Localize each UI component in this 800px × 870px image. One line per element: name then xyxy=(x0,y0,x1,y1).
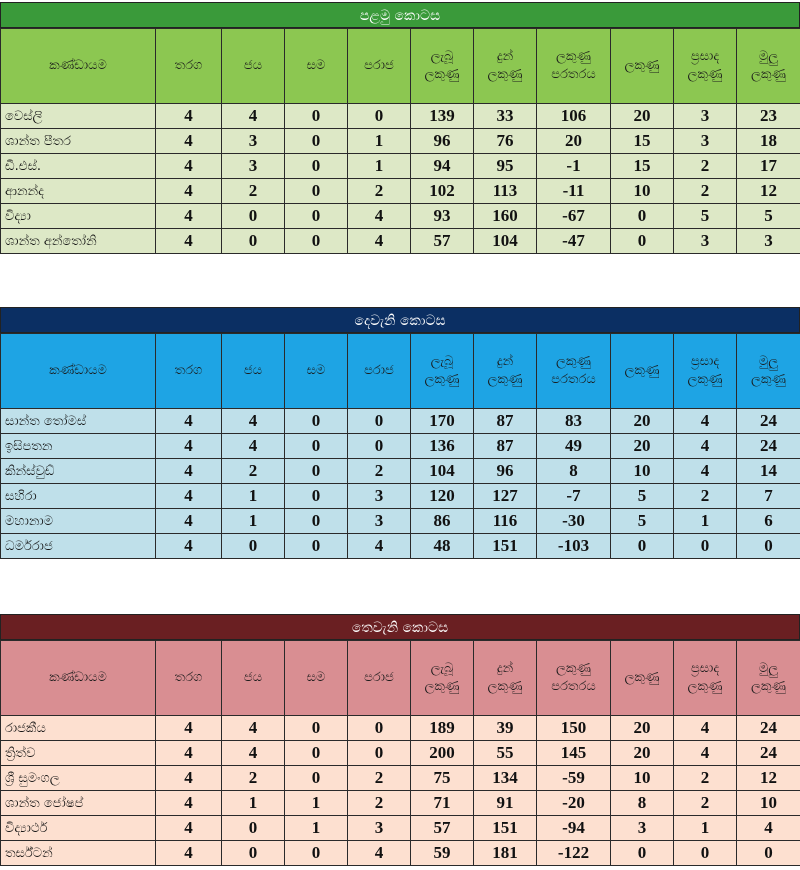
table-row xyxy=(1,484,800,509)
stat-cell: 20 xyxy=(611,104,674,129)
stat-cell: 10 xyxy=(737,791,800,816)
stat-cell: 24 xyxy=(737,434,800,459)
stat-cell: 4 xyxy=(156,534,222,559)
stat-cell: 0 xyxy=(285,154,348,179)
group-title: තෙවැනි කොටස xyxy=(0,614,800,640)
column-header: ජය xyxy=(222,29,285,104)
column-header: ලකුණු පරතරය xyxy=(537,641,611,716)
stat-cell: 127 xyxy=(474,484,537,509)
column-header: පරාජ xyxy=(348,641,411,716)
stat-cell: 1 xyxy=(285,791,348,816)
column-header: මුලු ලකුණු xyxy=(737,29,800,104)
stat-cell: 2 xyxy=(348,459,411,484)
stat-cell: 2 xyxy=(348,766,411,791)
stat-cell: 57 xyxy=(411,229,474,254)
team-name: ශාන්ත ජෝෂප් xyxy=(1,791,156,816)
column-header: ලකුණු පරතරය xyxy=(537,29,611,104)
stat-cell: 5 xyxy=(611,509,674,534)
stat-cell: 4 xyxy=(156,741,222,766)
column-header: පරාජ xyxy=(348,29,411,104)
stat-cell: 3 xyxy=(674,129,737,154)
column-header: ප්‍රසාද ලකුණු xyxy=(674,29,737,104)
stat-cell: 20 xyxy=(611,434,674,459)
column-header: දුන් ලකුණු xyxy=(474,29,537,104)
column-header: ජය xyxy=(222,641,285,716)
group-title: දෙවැනි කොටස xyxy=(0,307,800,333)
column-header: ජය xyxy=(222,334,285,409)
stat-cell: 20 xyxy=(611,409,674,434)
stat-cell: 0 xyxy=(611,229,674,254)
stat-cell: 14 xyxy=(737,459,800,484)
stat-cell: 4 xyxy=(156,791,222,816)
stat-cell: 4 xyxy=(156,229,222,254)
stat-cell: 86 xyxy=(411,509,474,534)
column-header: කණ්ඩායම xyxy=(1,334,156,409)
table-row xyxy=(1,204,800,229)
stat-cell: 4 xyxy=(674,409,737,434)
stat-cell: 3 xyxy=(674,229,737,254)
stat-cell: 0 xyxy=(285,434,348,459)
stat-cell: 3 xyxy=(611,816,674,841)
team-name: රාජකීය xyxy=(1,716,156,741)
stat-cell: 120 xyxy=(411,484,474,509)
stat-cell: 4 xyxy=(156,154,222,179)
stat-cell: 4 xyxy=(222,104,285,129)
stat-cell: 0 xyxy=(222,534,285,559)
stat-cell: 151 xyxy=(474,816,537,841)
column-header: තරග xyxy=(156,641,222,716)
stat-cell: 0 xyxy=(285,741,348,766)
stat-cell: 0 xyxy=(348,434,411,459)
standings-table xyxy=(0,28,800,254)
stat-cell: -94 xyxy=(537,816,611,841)
stat-cell: 1 xyxy=(222,484,285,509)
table-row xyxy=(1,766,800,791)
stat-cell: 10 xyxy=(611,459,674,484)
stat-cell: 4 xyxy=(674,716,737,741)
column-header: සම xyxy=(285,641,348,716)
table-row xyxy=(1,409,800,434)
column-header: දුන් ලකුණු xyxy=(474,334,537,409)
stat-cell: 71 xyxy=(411,791,474,816)
stat-cell: 4 xyxy=(156,179,222,204)
stat-cell: 4 xyxy=(156,841,222,866)
stat-cell: 189 xyxy=(411,716,474,741)
stat-cell: 8 xyxy=(537,459,611,484)
group-title: පළමු කොටස xyxy=(0,2,800,28)
stat-cell: -59 xyxy=(537,766,611,791)
stat-cell: 4 xyxy=(348,534,411,559)
column-header: දුන් ලකුණු xyxy=(474,641,537,716)
column-header: ප්‍රසාද ලකුණු xyxy=(674,641,737,716)
stat-cell: 134 xyxy=(474,766,537,791)
stat-cell: 4 xyxy=(674,459,737,484)
stat-cell: 0 xyxy=(285,534,348,559)
stat-cell: 116 xyxy=(474,509,537,534)
stat-cell: 3 xyxy=(674,104,737,129)
stat-cell: 0 xyxy=(285,129,348,154)
stat-cell: 3 xyxy=(222,154,285,179)
team-name: විද්‍යා xyxy=(1,204,156,229)
stat-cell: 23 xyxy=(737,104,800,129)
stat-cell: 104 xyxy=(411,459,474,484)
stat-cell: 4 xyxy=(156,816,222,841)
stat-cell: 12 xyxy=(737,179,800,204)
stat-cell: 2 xyxy=(222,179,285,204)
stat-cell: 10 xyxy=(611,179,674,204)
group-section-3 xyxy=(0,614,800,866)
stat-cell: 0 xyxy=(285,104,348,129)
stat-cell: 87 xyxy=(474,409,537,434)
table-row xyxy=(1,154,800,179)
stat-cell: 15 xyxy=(611,154,674,179)
stat-cell: 5 xyxy=(674,204,737,229)
stat-cell: 0 xyxy=(285,179,348,204)
stat-cell: 0 xyxy=(222,229,285,254)
team-name: ඩී.එස්. xyxy=(1,154,156,179)
stat-cell: 0 xyxy=(611,841,674,866)
column-header: ලකුණු xyxy=(611,29,674,104)
stat-cell: 1 xyxy=(674,816,737,841)
stat-cell: -20 xyxy=(537,791,611,816)
column-header: ප්‍රසාද ලකුණු xyxy=(674,334,737,409)
stat-cell: 24 xyxy=(737,741,800,766)
stat-cell: 150 xyxy=(537,716,611,741)
team-name: ශාන්ත අන්තෝනි xyxy=(1,229,156,254)
stat-cell: 4 xyxy=(222,716,285,741)
stat-cell: 113 xyxy=(474,179,537,204)
stat-cell: 0 xyxy=(222,841,285,866)
stat-cell: 0 xyxy=(348,104,411,129)
stat-cell: 4 xyxy=(348,229,411,254)
stat-cell: 5 xyxy=(611,484,674,509)
column-header: සම xyxy=(285,334,348,409)
stat-cell: 39 xyxy=(474,716,537,741)
stat-cell: 83 xyxy=(537,409,611,434)
stat-cell: 139 xyxy=(411,104,474,129)
stat-cell: 8 xyxy=(611,791,674,816)
stat-cell: 0 xyxy=(348,741,411,766)
stat-cell: 0 xyxy=(285,509,348,534)
stat-cell: 4 xyxy=(348,204,411,229)
column-header: තරග xyxy=(156,29,222,104)
column-header: කණ්ඩායම xyxy=(1,29,156,104)
stat-cell: 2 xyxy=(348,179,411,204)
team-name: සහිරා xyxy=(1,484,156,509)
stat-cell: 3 xyxy=(737,229,800,254)
stat-cell: 0 xyxy=(285,229,348,254)
stat-cell: 7 xyxy=(737,484,800,509)
stat-cell: 4 xyxy=(156,129,222,154)
table-row xyxy=(1,459,800,484)
team-name: ත්‍රිත්ව xyxy=(1,741,156,766)
team-name: ධර්මරාජ xyxy=(1,534,156,559)
stat-cell: 95 xyxy=(474,154,537,179)
stat-cell: 20 xyxy=(611,741,674,766)
table-row xyxy=(1,534,800,559)
stat-cell: 0 xyxy=(737,841,800,866)
stat-cell: 93 xyxy=(411,204,474,229)
stat-cell: 2 xyxy=(674,791,737,816)
header-row xyxy=(1,334,800,409)
stat-cell: 96 xyxy=(474,459,537,484)
stat-cell: 1 xyxy=(348,129,411,154)
stat-cell: 4 xyxy=(156,716,222,741)
stat-cell: 4 xyxy=(737,816,800,841)
stat-cell: 160 xyxy=(474,204,537,229)
stat-cell: 15 xyxy=(611,129,674,154)
stat-cell: 1 xyxy=(348,154,411,179)
stat-cell: 3 xyxy=(222,129,285,154)
stat-cell: 0 xyxy=(285,409,348,434)
stat-cell: 0 xyxy=(737,534,800,559)
stat-cell: 0 xyxy=(285,204,348,229)
stat-cell: 2 xyxy=(674,484,737,509)
stat-cell: 94 xyxy=(411,154,474,179)
stat-cell: 0 xyxy=(674,841,737,866)
table-row xyxy=(1,741,800,766)
team-name: මහානාම xyxy=(1,509,156,534)
stat-cell: 24 xyxy=(737,716,800,741)
column-header: කණ්ඩායම xyxy=(1,641,156,716)
stat-cell: 49 xyxy=(537,434,611,459)
header-row xyxy=(1,29,800,104)
stat-cell: 76 xyxy=(474,129,537,154)
stat-cell: 59 xyxy=(411,841,474,866)
stat-cell: 18 xyxy=(737,129,800,154)
stat-cell: 33 xyxy=(474,104,537,129)
stat-cell: 4 xyxy=(156,409,222,434)
stat-cell: 2 xyxy=(222,459,285,484)
stat-cell: 10 xyxy=(611,766,674,791)
stat-cell: 96 xyxy=(411,129,474,154)
column-header: මුලු ලකුණු xyxy=(737,334,800,409)
stat-cell: -47 xyxy=(537,229,611,254)
stat-cell: 0 xyxy=(611,204,674,229)
column-header: ලකුණු xyxy=(611,334,674,409)
stat-cell: 12 xyxy=(737,766,800,791)
stat-cell: 0 xyxy=(285,459,348,484)
stat-cell: 0 xyxy=(285,716,348,741)
table-row xyxy=(1,816,800,841)
stat-cell: 3 xyxy=(348,509,411,534)
stat-cell: 4 xyxy=(156,104,222,129)
stat-cell: -67 xyxy=(537,204,611,229)
stat-cell: 75 xyxy=(411,766,474,791)
team-name: සාන්ත තෝමස් xyxy=(1,409,156,434)
header-row xyxy=(1,641,800,716)
stat-cell: 4 xyxy=(222,434,285,459)
team-name: විද්‍යාර්ථ xyxy=(1,816,156,841)
column-header: ලැබූ ලකුණු xyxy=(411,29,474,104)
stat-cell: 145 xyxy=(537,741,611,766)
group-section-1 xyxy=(0,2,800,254)
stat-cell: 181 xyxy=(474,841,537,866)
stat-cell: 2 xyxy=(348,791,411,816)
stat-cell: 0 xyxy=(611,534,674,559)
column-header: ලැබූ ලකුණු xyxy=(411,334,474,409)
stat-cell: 0 xyxy=(222,816,285,841)
column-header: ලකුණු xyxy=(611,641,674,716)
table-row xyxy=(1,129,800,154)
stat-cell: 4 xyxy=(222,741,285,766)
table-row xyxy=(1,229,800,254)
stat-cell: 3 xyxy=(348,484,411,509)
team-name: තර්ස්ටන් xyxy=(1,841,156,866)
stat-cell: 4 xyxy=(156,766,222,791)
stat-cell: 136 xyxy=(411,434,474,459)
stat-cell: 2 xyxy=(222,766,285,791)
stat-cell: -122 xyxy=(537,841,611,866)
standings-table xyxy=(0,333,800,559)
stat-cell: 0 xyxy=(222,204,285,229)
stat-cell: 91 xyxy=(474,791,537,816)
stat-cell: 0 xyxy=(285,766,348,791)
stat-cell: 4 xyxy=(156,509,222,534)
stat-cell: 20 xyxy=(537,129,611,154)
group-section-2 xyxy=(0,307,800,559)
stat-cell: 5 xyxy=(737,204,800,229)
stat-cell: 57 xyxy=(411,816,474,841)
column-header: ලැබූ ලකුණු xyxy=(411,641,474,716)
table-row xyxy=(1,509,800,534)
table-row xyxy=(1,434,800,459)
stat-cell: 104 xyxy=(474,229,537,254)
stat-cell: 4 xyxy=(156,459,222,484)
stat-cell: 3 xyxy=(348,816,411,841)
stat-cell: 4 xyxy=(156,434,222,459)
stat-cell: 4 xyxy=(674,741,737,766)
stat-cell: -103 xyxy=(537,534,611,559)
team-name: වෙස්ලි xyxy=(1,104,156,129)
column-header: පරාජ xyxy=(348,334,411,409)
stat-cell: 1 xyxy=(222,509,285,534)
column-header: තරග xyxy=(156,334,222,409)
table-row xyxy=(1,104,800,129)
column-header: මුලු ලකුණු xyxy=(737,641,800,716)
stat-cell: -1 xyxy=(537,154,611,179)
stat-cell: 4 xyxy=(674,434,737,459)
stat-cell: 1 xyxy=(674,509,737,534)
stat-cell: 4 xyxy=(156,204,222,229)
stat-cell: 87 xyxy=(474,434,537,459)
stat-cell: -11 xyxy=(537,179,611,204)
stat-cell: 2 xyxy=(674,766,737,791)
stat-cell: 0 xyxy=(285,484,348,509)
team-name: ආනන්ද xyxy=(1,179,156,204)
stat-cell: 6 xyxy=(737,509,800,534)
column-header: සම xyxy=(285,29,348,104)
stat-cell: 20 xyxy=(611,716,674,741)
stat-cell: 1 xyxy=(222,791,285,816)
stat-cell: 4 xyxy=(348,841,411,866)
stat-cell: 17 xyxy=(737,154,800,179)
table-row xyxy=(1,791,800,816)
stat-cell: 0 xyxy=(674,534,737,559)
stat-cell: 151 xyxy=(474,534,537,559)
stat-cell: 0 xyxy=(348,716,411,741)
stat-cell: -7 xyxy=(537,484,611,509)
team-name: ඉසිපතන xyxy=(1,434,156,459)
stat-cell: -30 xyxy=(537,509,611,534)
table-row xyxy=(1,841,800,866)
team-name: කින්ස්වුඩ් xyxy=(1,459,156,484)
standings-table xyxy=(0,640,800,866)
team-name: ශ්‍රී සුමංගල xyxy=(1,766,156,791)
stat-cell: 2 xyxy=(674,154,737,179)
team-name: ශාන්ත පීතර xyxy=(1,129,156,154)
column-header: ලකුණු පරතරය xyxy=(537,334,611,409)
stat-cell: 0 xyxy=(348,409,411,434)
table-row xyxy=(1,179,800,204)
stat-cell: 0 xyxy=(285,841,348,866)
stat-cell: 2 xyxy=(674,179,737,204)
stat-cell: 48 xyxy=(411,534,474,559)
stat-cell: 24 xyxy=(737,409,800,434)
stat-cell: 55 xyxy=(474,741,537,766)
table-row xyxy=(1,716,800,741)
stat-cell: 106 xyxy=(537,104,611,129)
stat-cell: 200 xyxy=(411,741,474,766)
stat-cell: 1 xyxy=(285,816,348,841)
stat-cell: 170 xyxy=(411,409,474,434)
stat-cell: 102 xyxy=(411,179,474,204)
stat-cell: 4 xyxy=(222,409,285,434)
stat-cell: 4 xyxy=(156,484,222,509)
